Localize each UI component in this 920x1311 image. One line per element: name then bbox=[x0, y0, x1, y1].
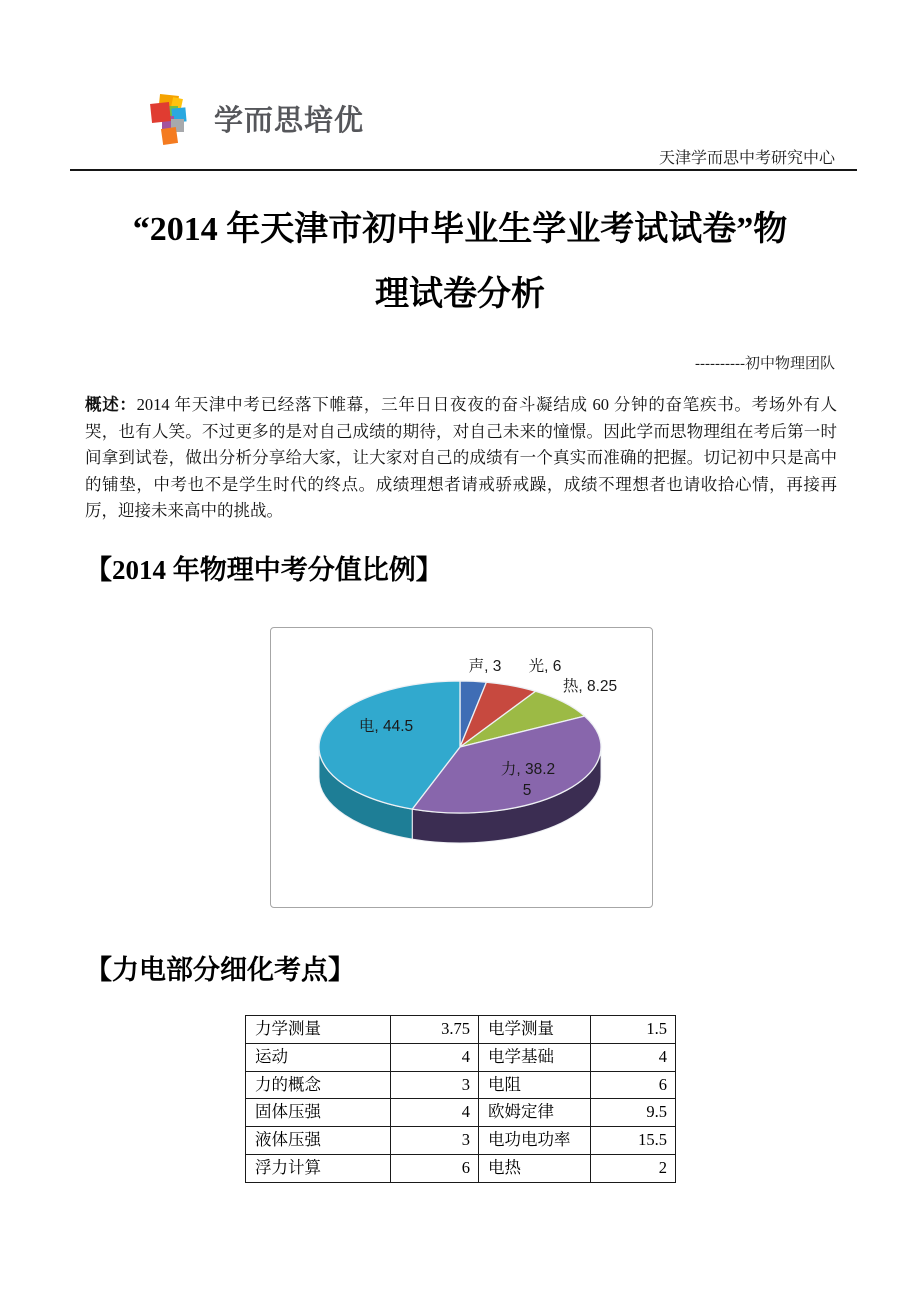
score-cell: 3 bbox=[391, 1127, 479, 1155]
topic-cell: 电功电功率 bbox=[479, 1127, 591, 1155]
pie-data-label: 光, 6 bbox=[528, 658, 562, 675]
topic-cell: 欧姆定律 bbox=[479, 1099, 591, 1127]
topic-cell: 电阻 bbox=[479, 1071, 591, 1099]
score-cell: 3.75 bbox=[391, 1016, 479, 1044]
score-cell: 2 bbox=[591, 1154, 676, 1182]
score-cell: 4 bbox=[591, 1043, 676, 1071]
score-cell: 3 bbox=[391, 1071, 479, 1099]
doc-title-line1: “2014 年天津市初中毕业生学业考试试卷”物 bbox=[132, 211, 788, 248]
topic-cell: 运动 bbox=[246, 1043, 391, 1071]
score-cell: 9.5 bbox=[591, 1099, 676, 1127]
table-row bbox=[246, 1127, 676, 1155]
table-row bbox=[246, 1016, 676, 1044]
xes-logo bbox=[140, 86, 400, 156]
topic-cell: 固体压强 bbox=[246, 1099, 391, 1127]
section-header-detail-points: 【力电部分细化考点】 bbox=[85, 955, 355, 985]
topic-cell: 电学测量 bbox=[479, 1016, 591, 1044]
topic-cell: 电热 bbox=[479, 1154, 591, 1182]
table-row bbox=[246, 1154, 676, 1182]
topic-cell: 电学基础 bbox=[479, 1043, 591, 1071]
header-divider bbox=[70, 169, 857, 171]
score-cell: 15.5 bbox=[591, 1127, 676, 1155]
overview-text: 2014 年天津中考已经落下帷幕，三年日日夜夜的奋斗凝结成 60 分钟的奋笔疾书。考场外有人哭，也有人笑。不过更多的是对自己成绩的期待，对自己未来的憧憬。因此学而思物理组在考后第一时间拿到试卷，做出分析分享给大家，让大家对自己的成绩有一个真实而准确的把握。切记初中只是高中的铺垫，中考也不是学生时代的终点。成绩理想者请戒骄戒躁，成绩不理想者也请收拾心情，再接再厉，迎接未来高中的挑战。 bbox=[85, 395, 838, 521]
attribution: ----------初中物理团队 bbox=[695, 356, 835, 372]
pie-data-label: 5 bbox=[522, 782, 532, 799]
logo-square-icon bbox=[150, 102, 171, 123]
pie-data-label: 力, 38.2 bbox=[500, 761, 556, 778]
score-table bbox=[245, 1015, 676, 1183]
pie-data-label: 电, 44.5 bbox=[358, 718, 414, 735]
table-row bbox=[246, 1071, 676, 1099]
score-cell: 4 bbox=[391, 1099, 479, 1127]
pie-data-label: 声, 3 bbox=[468, 658, 502, 675]
score-cell: 1.5 bbox=[591, 1016, 676, 1044]
pie-chart bbox=[270, 627, 653, 908]
header-org: 天津学而思中考研究中心 bbox=[658, 150, 835, 167]
page-title bbox=[85, 197, 835, 327]
topic-cell: 力学测量 bbox=[246, 1016, 391, 1044]
topic-cell: 液体压强 bbox=[246, 1127, 391, 1155]
score-cell: 6 bbox=[591, 1071, 676, 1099]
table-row bbox=[246, 1099, 676, 1127]
section-header-values-ratio: 【2014 年物理中考分值比例】 bbox=[85, 555, 443, 585]
doc-title-line2: 理试卷分析 bbox=[375, 276, 545, 313]
overview-label: 概述： bbox=[85, 395, 137, 414]
table-row bbox=[246, 1043, 676, 1071]
overview-paragraph bbox=[85, 392, 837, 525]
score-cell: 4 bbox=[391, 1043, 479, 1071]
pie-data-label: 热, 8.25 bbox=[562, 678, 618, 695]
logo-wordmark: 学而思培优 bbox=[214, 105, 365, 137]
topic-cell: 力的概念 bbox=[246, 1071, 391, 1099]
logo-square-icon bbox=[161, 127, 178, 145]
score-cell: 6 bbox=[391, 1154, 479, 1182]
pie-chart-svg bbox=[271, 628, 652, 907]
topic-cell: 浮力计算 bbox=[246, 1154, 391, 1182]
